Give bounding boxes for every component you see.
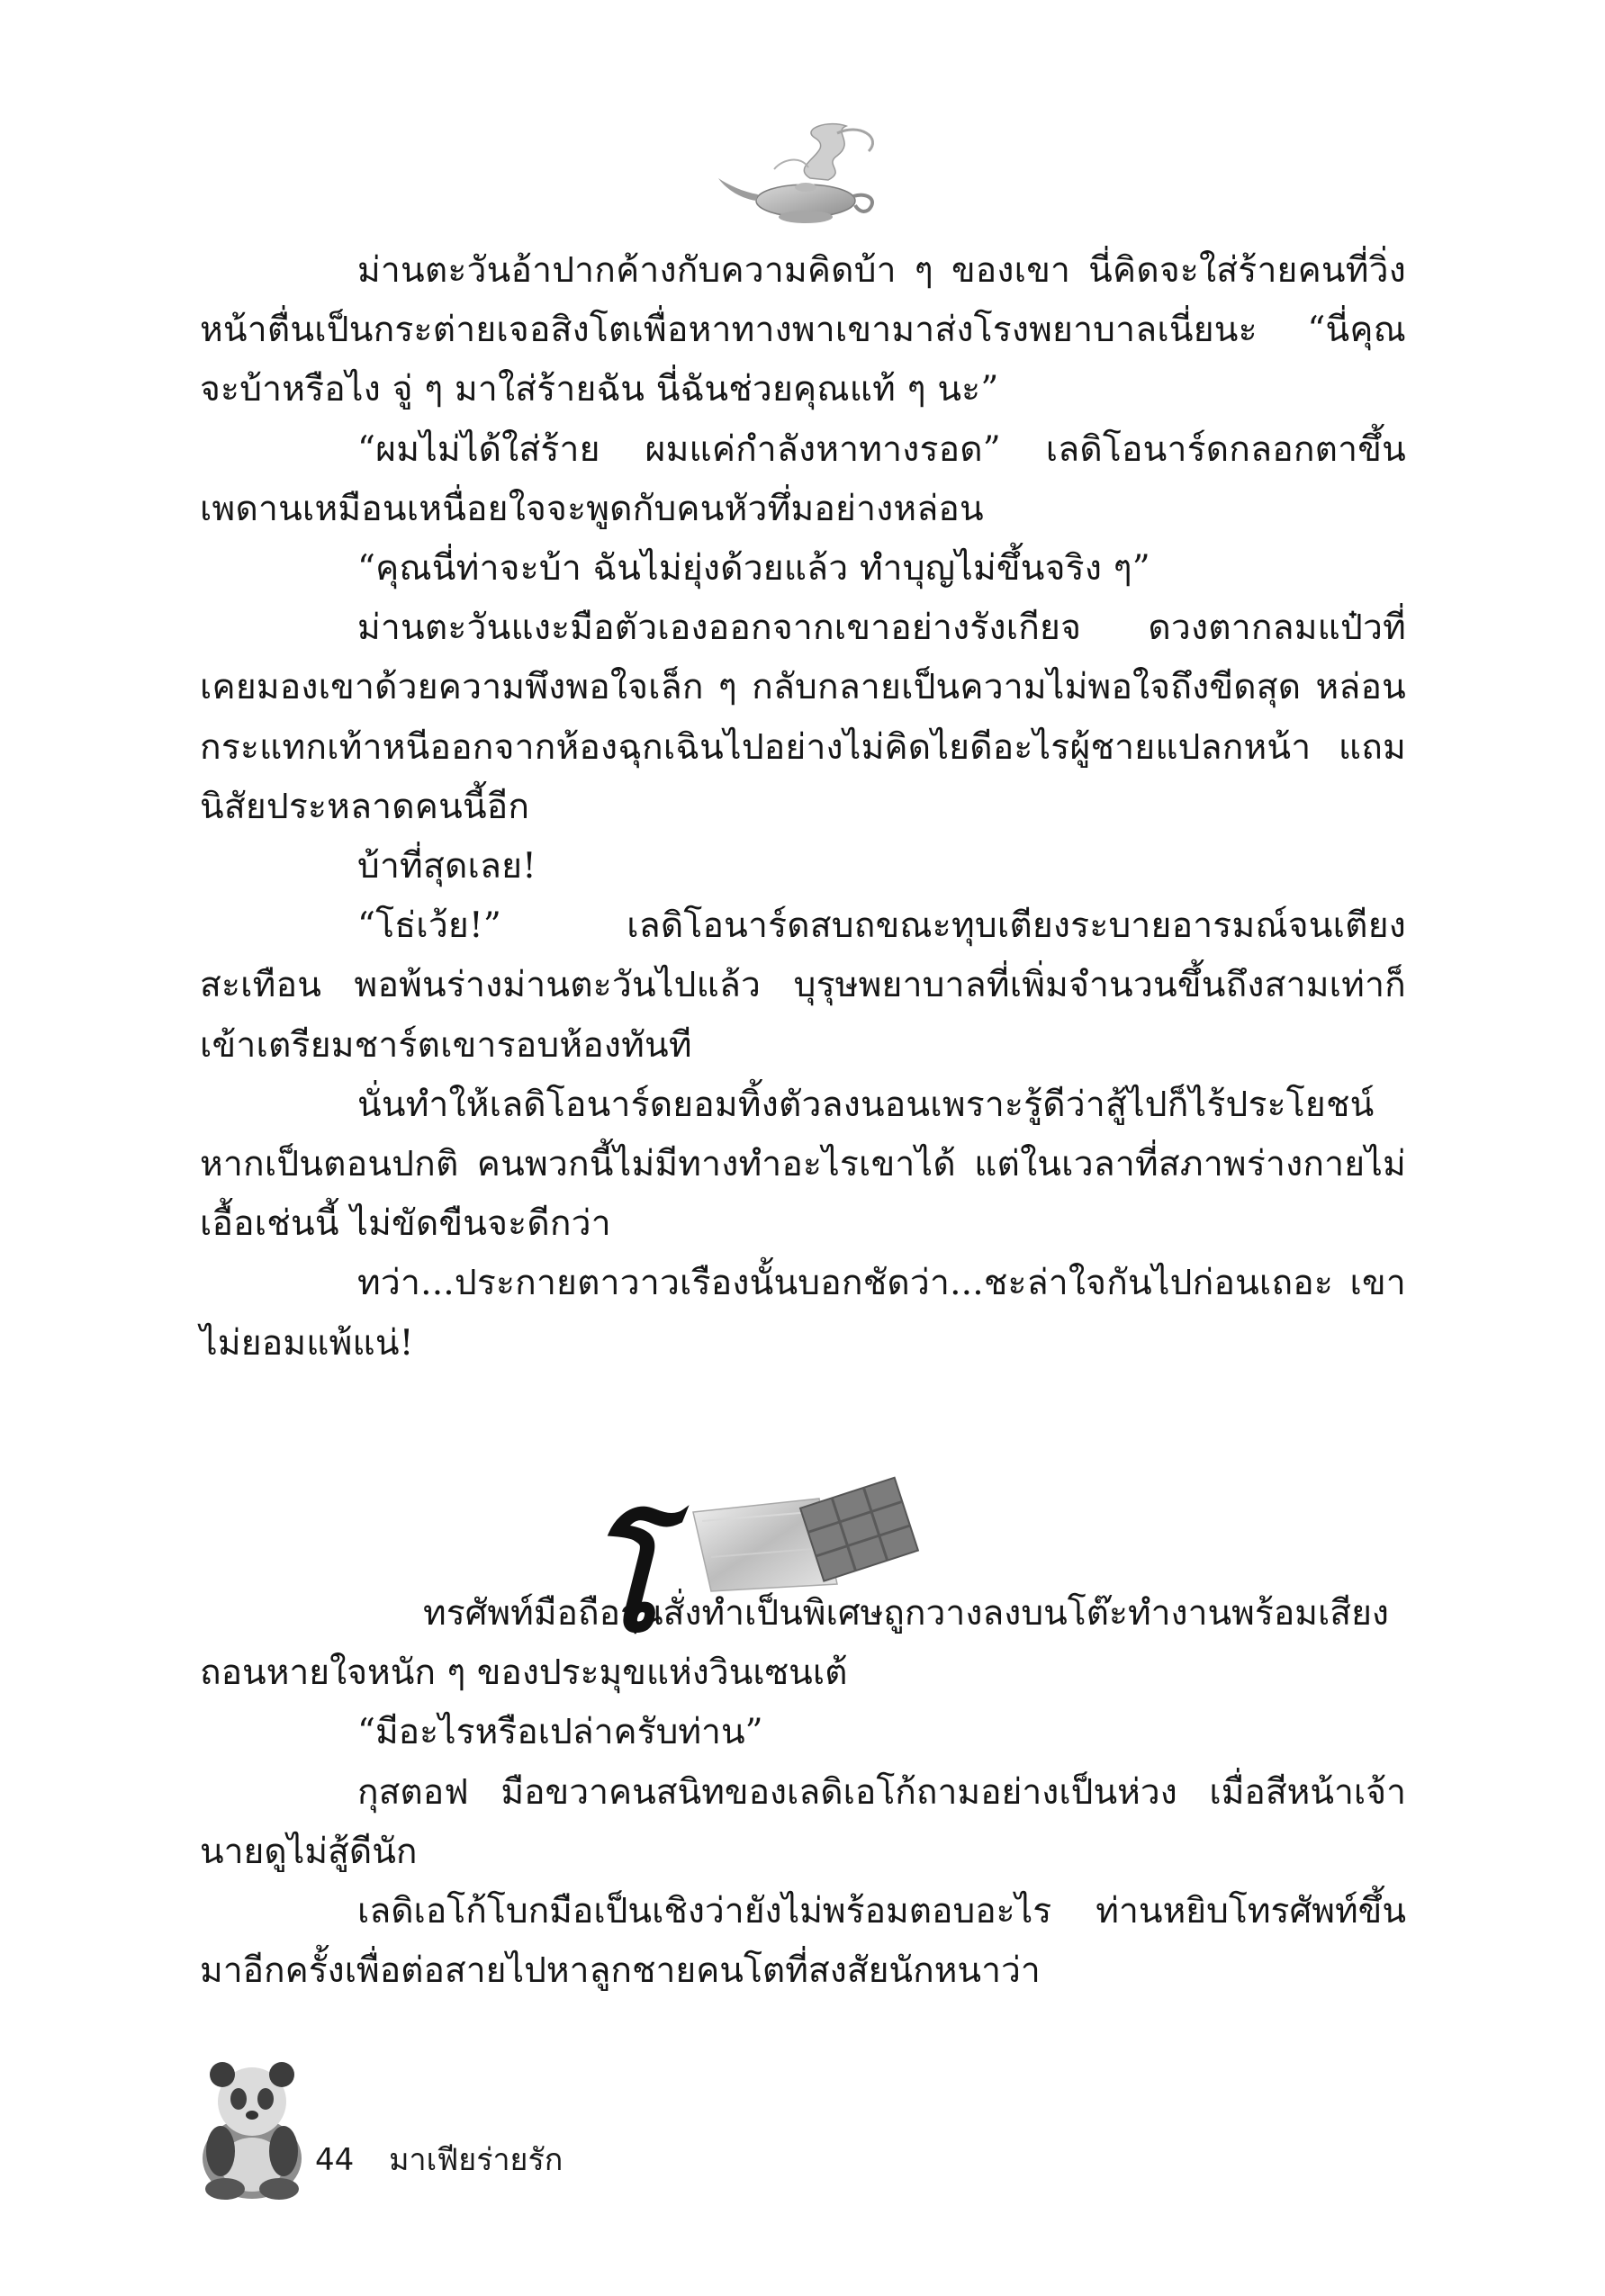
- paragraph: บ้าที่สุดเลย!: [357, 846, 537, 887]
- paragraph: เลดิเอโก้โบกมือเป็นเชิงว่ายังไม่พร้อมตอบอะไร ท่านหยิบโทรศัพท์ขึ้นมาอีกครั้งเพื่อต่อสายไปหาลูกชายคนโตที่สงสัยนักหนาว่า: [200, 1891, 1406, 1992]
- paragraph: ม่านตะวันแงะมือตัวเองออกจากเขาอย่างรังเกียจ ดวงตากลมแป๋วที่เคยมองเขาด้วยความพึงพอใจเล็ก ๆ กลับกลายเป็นความไม่พอใจถึงขีดสุด หล่อนกระแทกเท้าหนีออกจากห้องฉุกเฉินไปอย่างไม่คิดไยดีอะไรผู้ชายแปลกหน้า แถมนิสัยประหลาดคนนี้อีก: [200, 608, 1406, 827]
- section-two-text: [200, 1504, 1406, 2001]
- paragraph: นั่นทำให้เลดิโอนาร์ดยอมทิ้งตัวลงนอนเพราะรู้ดีว่าสู้ไปก็ไร้ประโยชน์ หากเป็นตอนปกติ คนพวกนี้ไม่มีทางทำอะไรเขาได้ แต่ในเวลาที่สภาพร่างกายไม่เอื้อเช่นนี้ ไม่ขัดขืนจะดีกว่า: [200, 1084, 1406, 1245]
- page-footer: [315, 2135, 563, 2183]
- genie-lamp-icon: [702, 115, 900, 232]
- panda-icon: [185, 2052, 320, 2201]
- paragraph: “คุณนี่ท่าจะบ้า ฉันไม่ยุ่งด้วยแล้ว ทำบุญไม่ขึ้นจริง ๆ”: [357, 548, 1150, 590]
- paragraph: “โธ่เว้ย!” เลดิโอนาร์ดสบถขณะทุบเตียงระบายอารมณ์จนเตียงสะเทือน พอพ้นร่างม่านตะวันไปแล้ว บุรุษพยาบาลที่เพิ่มจำนวนขึ้นถึงสามเท่าก็เข้าเตรียมชาร์ตเขารอบห้องทันที: [200, 905, 1406, 1066]
- chocolate-bar-icon: [684, 1476, 936, 1593]
- paragraph: ม่านตะวันอ้าปากค้างกับความคิดบ้า ๆ ของเขา นี่คิดจะใส่ร้ายคนที่วิ่งหน้าตื่นเป็นกระต่ายเจอสิงโตเพื่อหาทางพาเขามาส่งโรงพยาบาลเนี่ยนะ “นี่คุณจะบ้าหรือไง จู่ ๆ มาใส่ร้ายฉัน นี่ฉันช่วยคุณแท้ ๆ นะ”: [200, 250, 1406, 410]
- paragraph: “มีอะไรหรือเปล่าครับท่าน”: [357, 1712, 763, 1753]
- page-number: 44: [315, 2142, 355, 2178]
- drop-cap: โ: [585, 1504, 658, 1662]
- paragraph: [200, 1504, 1406, 1703]
- book-title: มาเฟียร่ายรัก: [389, 2142, 564, 2178]
- body-text: [200, 241, 1406, 1373]
- paragraph: กุสตอฟ มือขวาคนสนิทของเลดิเอโก้ถามอย่างเป็นห่วง เมื่อสีหน้าเจ้านายดูไม่สู้ดีนัก: [200, 1771, 1406, 1872]
- paragraph-text: ทรศัพท์มือถือรุ่นสั่งทำเป็นพิเศษถูกวางลงบนโต๊ะทำงานพร้อมเสียงถอนหายใจหนัก ๆ ของประมุขแห่งวินเซนเต้: [200, 1593, 1389, 1694]
- paragraph: “ผมไม่ได้ใส่ร้าย ผมแค่กำลังหาทางรอด” เลดิโอนาร์ดกลอกตาขึ้นเพดานเหมือนเหนื่อยใจจะพูดกับคนหัวทึ่มอย่างหล่อน: [200, 428, 1406, 529]
- paragraph: ทว่า...ประกายตาวาวเรืองนั้นบอกชัดว่า...ชะล่าใจกันไปก่อนเถอะ เขาไม่ยอมแพ้แน่!: [200, 1263, 1406, 1364]
